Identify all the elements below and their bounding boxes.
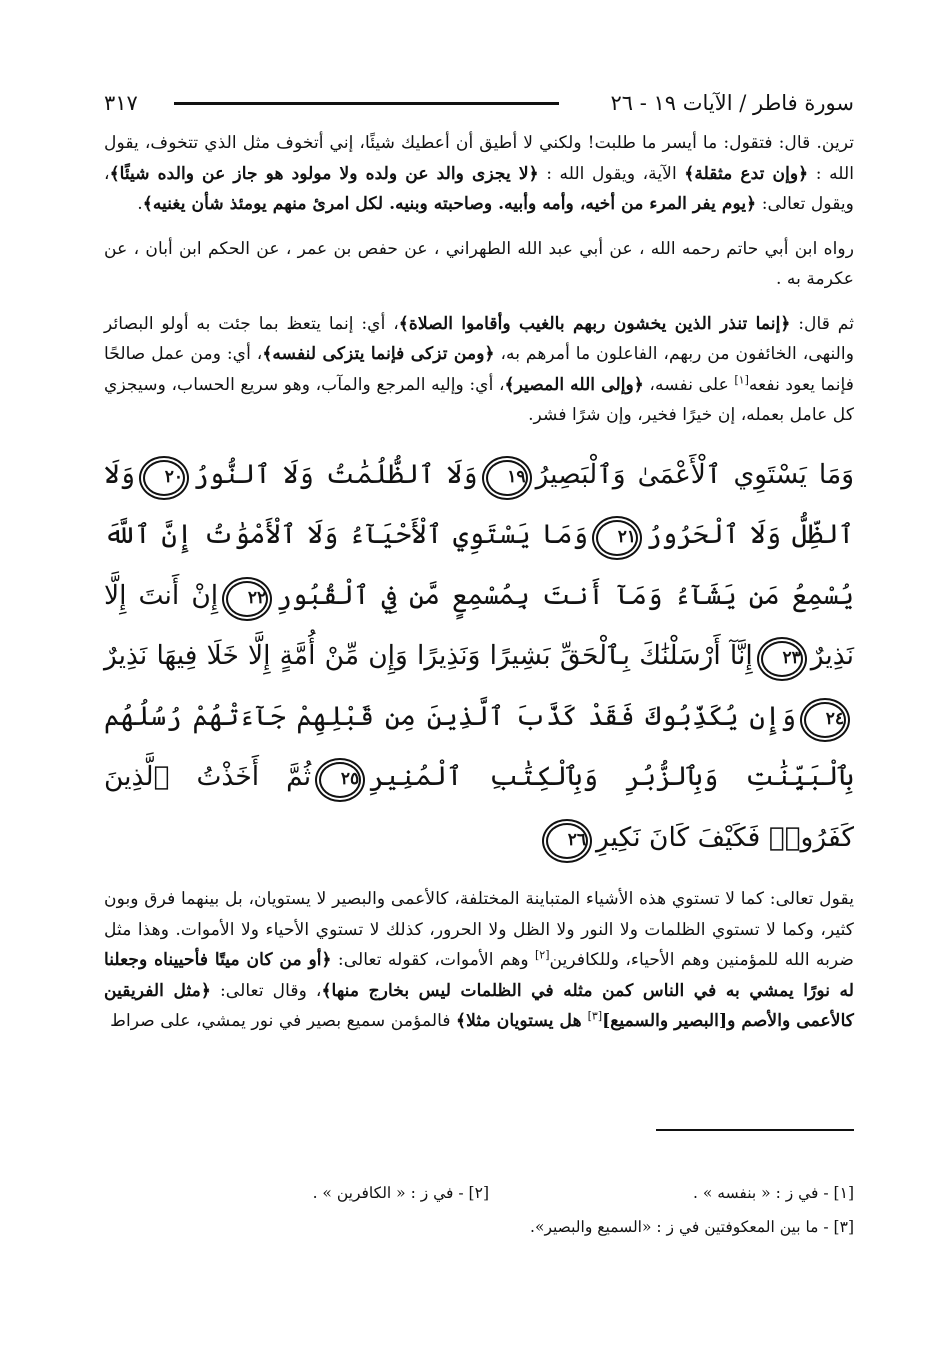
text-span: ، أي: ومن عمل صالحًا فإنما يعود نفعه — [104, 344, 854, 395]
quran-quote: ﴿ومن تزكى فإنما يتزكى لنفسه﴾ — [262, 344, 495, 364]
footnote-row — [104, 1210, 854, 1244]
footnote-1: [١] - في ز : « بنفسه » . — [693, 1184, 854, 1202]
text-span: ، أي: إنما يتعظ بما جئت به أولو البصائر والنهى، الخائفون من ربهم، الفاعلون ما أمرهم به، — [104, 313, 854, 364]
verse-text: وَمَا يَسْتَوِي ٱلْأَعْمَىٰ وَٱلْبَصِيرُ — [535, 458, 854, 490]
verse-text: وَمَا يَسْتَوِي ٱلْأَحْيَآءُ وَلَا ٱلْأَمْوَٰتُ إِنَّ ٱللَّهَ يُسْمِعُ مَن يَشَآءُ وَمَآ أَنتَ بِمُسْمِعٍ مَّن فِي ٱلْقُبُورِ — [104, 519, 854, 611]
footnote-ref[interactable]: [٢] — [534, 948, 550, 962]
footnote-row — [104, 1176, 854, 1210]
text-span: يقول تعالى: كما لا تستوي هذه الأشياء المتباينة المختلفة، كالأعمى والبصير لا يستويان، بل بينهما فرق وبون كثير، وكما لا تستوي الظلمات ولا النور ولا الظل ولا الحرور، كذلك لا تستوي الأحياء ولا الأموات. وهذا مثل ضربه الله للمؤمنين وهم الأحياء، وللكافرين — [104, 889, 854, 970]
paragraph-4 — [104, 884, 854, 1037]
verse-text: إِنَّآ أَرْسَلْنَٰكَ بِٱلْحَقِّ بَشِيرًا وَنَذِيرًا وَإِن مِّنْ أُمَّةٍ إِلَّا خَلَا فِيهَا نَذِيرٌ — [104, 640, 753, 671]
page-number: ٣١٧ — [104, 91, 138, 115]
text-span: على نفسه، — [643, 374, 735, 395]
ayah-number-marker: ٢٥ — [319, 762, 361, 798]
footnote-separator — [656, 1129, 854, 1131]
ayah-number-marker: ٢٤ — [804, 702, 846, 738]
footnote-ref[interactable]: [١] — [734, 372, 749, 386]
verse-text: ثُمَّ أَخَذْتُ ٱلَّذِينَ كَفَرُوا۟ فَكَيْفَ كَانَ نَكِيرِ — [104, 761, 854, 853]
quran-quote: ﴿لا يجزى والد عن ولده ولا مولود هو جاز عن والده شيئًا﴾ — [109, 163, 539, 184]
running-header — [104, 88, 854, 126]
text-span: ثم قال: — [790, 313, 854, 334]
verse-text: وَلَا ٱلظُّلُمَٰتُ وَلَا ٱلنُّورُ — [193, 458, 478, 490]
quran-quote: هل يستويان مثلا﴾ — [456, 1011, 588, 1031]
quran-quote: ﴿إنما تنذر الذين يخشون ربهم بالغيب وأقاموا الصلاة﴾ — [398, 313, 791, 334]
paragraph-3 — [104, 309, 854, 431]
verse-text: وَلَا ٱلظِّلُّ وَلَا ٱلْحَرُورُ — [104, 458, 854, 550]
surah-heading: سورة فاطر / الآيات ١٩ - ٢٦ — [610, 91, 854, 115]
text-span: ، ويقول تعالى: — [104, 163, 854, 214]
ayah-number-marker: ٢٦ — [546, 823, 588, 859]
ayah-number-marker: ١٩ — [486, 460, 528, 496]
quran-quote: ﴿وإن تدع مثقلة﴾ — [684, 163, 809, 184]
text-span: . — [137, 194, 143, 214]
quran-quote: ﴿أو من كان ميتًا فأحييناه وجعلنا له نورًا يمشي به في الناس كمن مثله في الظلمات ليس بخارج منها﴾ — [104, 950, 854, 1001]
text-span: ، أي: وإليه المرجع والمآب، وهو سريع الحساب، وسيجزي كل عامل بعمله، إن خيرًا فخير، وإن شرًا فشر. — [104, 374, 854, 425]
header-rule — [174, 102, 559, 105]
text-span: ، وقال تعالى: — [210, 980, 322, 1001]
verse-text: وَإِن يُكَذِّبُوكَ فَقَدْ كَذَّبَ ٱلَّذِينَ مِن قَبْلِهِمْ جَآءَتْهُمْ رُسُلُهُم بِٱلْبَيِّنَٰتِ وَبِٱلزُّبُرِ وَبِٱلْكِتَٰبِ ٱلْمُنِيرِ — [104, 700, 854, 792]
ayah-number-marker: ٢١ — [596, 520, 638, 556]
quran-quote: ﴿وإلى الله المصير﴾ — [504, 374, 644, 395]
footnotes — [104, 1176, 854, 1244]
quran-verses-block — [104, 445, 854, 869]
text-span: وهم الأموات، كقوله تعالى: — [331, 950, 535, 970]
paragraph-2: رواه ابن أبي حاتم رحمه الله ، عن أبي عبد الله الطهراني ، عن حفص بن عمر ، عن الحكم ابن أبان ، عن عكرمة به . — [104, 238, 854, 289]
ayah-number-marker: ٢٢ — [226, 581, 268, 617]
paragraph-1 — [104, 128, 854, 220]
footnote-ref[interactable]: [٣] — [587, 1009, 603, 1023]
quran-quote: ﴿يوم يفر المرء من أخيه، وأمه وأبيه. وصاحبته وبنيه. لكل امرئ منهم يومئذ شأن يغنيه﴾ — [142, 194, 757, 214]
text-span: ترين. قال: فتقول: ما أيسر ما طلبت! ولكني لا أطيق أن أعطيك شيئًا، إني أتخوف مثل الذي تتخوف، يقول الله : — [104, 133, 854, 184]
footnote-3: [٣] - ما بين المعكوفتين في ز : «السميع والبصير». — [530, 1218, 854, 1236]
text-span: فالمؤمن سميع بصير في نور يمشي، على صراط — [110, 1011, 457, 1031]
text-span: الآية، ويقول الله : — [538, 163, 685, 184]
verse-text: إِنْ أَنتَ إِلَّا نَذِيرٌ — [104, 579, 854, 671]
ayah-number-marker: ٢٠ — [143, 460, 185, 496]
ayah-number-marker: ٢٣ — [761, 641, 803, 677]
book-page — [104, 88, 854, 1268]
footnote-2: [٢] - في ز : « الكافرين » . — [312, 1184, 489, 1202]
quran-quote: ﴿مثل الفريقين كالأعمى والأصم و[البصير والسميع] — [104, 980, 854, 1031]
